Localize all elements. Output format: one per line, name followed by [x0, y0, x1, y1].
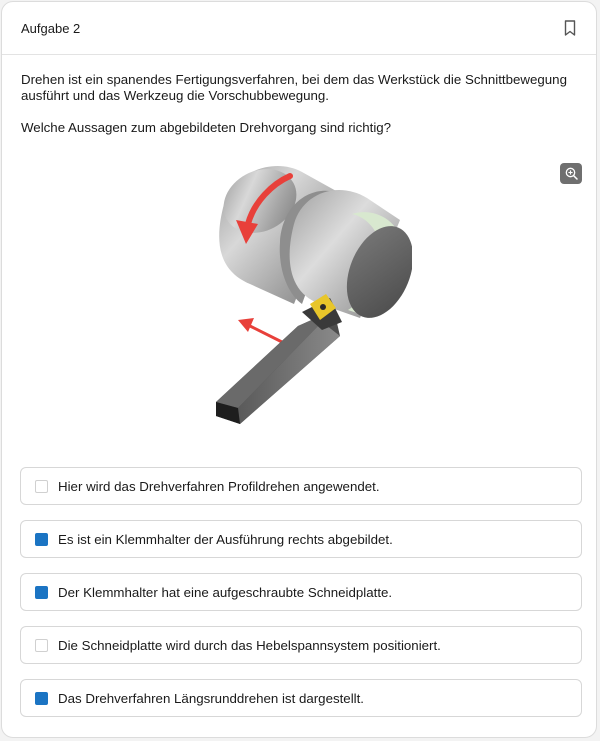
- answer-option-3[interactable]: [20, 573, 582, 611]
- answer-label: Die Schneidplatte wird durch das Hebelspannsystem positioniert.: [58, 637, 441, 653]
- checkbox-2[interactable]: [35, 533, 48, 546]
- turning-illustration: [202, 154, 412, 444]
- question-intro: Drehen ist ein spanendes Fertigungsverfahren, bei dem das Werkstück die Schnittbewegung ausführt und das Werkzeug die Vorschubbewegung.: [21, 72, 567, 103]
- answer-options: [20, 467, 582, 732]
- bookmark-icon[interactable]: [564, 20, 576, 36]
- answer-label: Der Klemmhalter hat eine aufgeschraubte Schneidplatte.: [58, 584, 393, 600]
- checkbox-4[interactable]: [35, 639, 48, 652]
- checkbox-5[interactable]: [35, 692, 48, 705]
- checkbox-1[interactable]: [35, 480, 48, 493]
- zoom-button[interactable]: [560, 163, 582, 184]
- answer-option-5[interactable]: [20, 679, 582, 717]
- checkbox-3[interactable]: [35, 586, 48, 599]
- answer-label: Es ist ein Klemmhalter der Ausführung rechts abgebildet.: [58, 531, 393, 547]
- answer-label: Das Drehverfahren Längsrunddrehen ist dargestellt.: [58, 690, 365, 706]
- answer-option-2[interactable]: [20, 520, 582, 558]
- answer-option-4[interactable]: [20, 626, 582, 664]
- task-title: Aufgabe 2: [21, 20, 81, 36]
- task-header: [2, 2, 596, 55]
- answer-option-1[interactable]: [20, 467, 582, 505]
- zoom-in-icon: [565, 167, 578, 180]
- question-text: [21, 72, 581, 136]
- task-card: [1, 1, 597, 738]
- question-prompt: Welche Aussagen zum abgebildeten Drehvorgang sind richtig?: [21, 120, 392, 135]
- answer-label: Hier wird das Drehverfahren Profildrehen angewendet.: [58, 478, 380, 494]
